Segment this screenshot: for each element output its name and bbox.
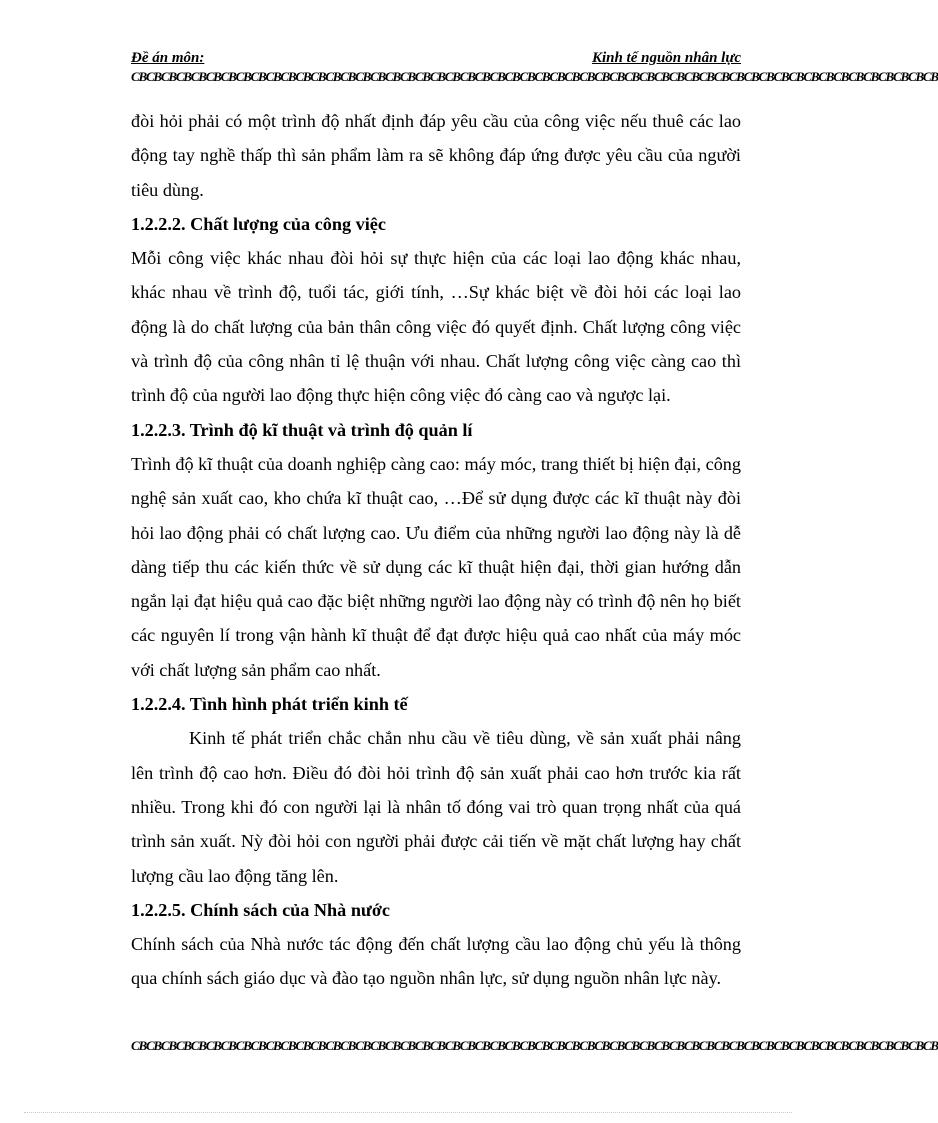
page-bottom-divider — [24, 1112, 792, 1113]
document-body — [131, 104, 741, 996]
footer-ornament-border: CBCBCBCBCBCBCBCBCBCBCBCBCBCBCBCBCBCBCBCBCBCBCBCBCBCBCBCBCBCBCBCBCBCBCBCBCBCBCBCBCBCBCBCBCBCBCBCBCBCBCBCBCBCB — [131, 1038, 938, 1053]
body-paragraph: Kinh tế phát triển chắc chắn nhu cầu về tiêu dùng, về sản xuất phải nâng lên trình độ cao hơn. Điều đó đòi hỏi trình độ sản xuất phải cao hơn trước kia rất nhiều. Trong khi đó con người lại là nhân tố đóng vai trò quan trọng nhất của quá trình sản xuất. Nỳ đòi hỏi con người phải được cải tiến về mặt chất lượng hay chất lượng cầu lao động tăng lên. — [131, 728, 741, 886]
body-paragraph: Chính sách của Nhà nước tác động đến chất lượng cầu lao động chủ yếu là thông qua chính sách giáo dục và đào tạo nguồn nhân lực, sử dụng nguồn nhân lực này. — [131, 934, 741, 989]
section-heading: 1.2.2.4. Tình hình phát triển kinh tế — [131, 694, 408, 715]
body-paragraph: Trình độ kĩ thuật của doanh nghiệp càng cao: máy móc, trang thiết bị hiện đại, công nghệ sản xuất cao, kho chứa kĩ thuật cao, …Để sử dụng được các kĩ thuật này đòi hỏi lao động phải có chất lượng cao. Ưu điểm của những người lao động này là dễ dàng tiếp thu các kiến thức về sử dụng các kĩ thuật hiện đại, thời gian hướng dẫn ngắn lại đạt hiệu quả cao đặc biệt những người lao động này có trình độ nên họ biết các nguyên lí trong vận hành kĩ thuật để đạt được hiệu quả cao nhất của máy móc với chất lượng sản phẩm cao nhất. — [131, 453, 741, 680]
body-paragraph: Mỗi công việc khác nhau đòi hỏi sự thực hiện của các loại lao động khác nhau, khác nhau về trình độ, tuổi tác, giới tính, …Sự khác biệt về đòi hỏi các loại lao động là do chất lượng của bản thân công việc đó quyết định. Chất lượng công việc và trình độ của công nhân tỉ lệ thuận với nhau. Chất lượng công việc càng cao thì trình độ của người lao động thực hiện công việc đó càng cao và ngược lại. — [131, 248, 741, 406]
section-heading: 1.2.2.3. Trình độ kĩ thuật và trình độ quản lí — [131, 419, 473, 440]
body-paragraph: đòi hỏi phải có một trình độ nhất định đáp yêu cầu của công việc nếu thuê các lao động tay nghề thấp thì sản phẩm làm ra sẽ không đáp ứng được yêu cầu của người tiêu dùng. — [131, 111, 741, 200]
section-heading: 1.2.2.5. Chính sách của Nhà nước — [131, 899, 390, 920]
section-heading: 1.2.2.2. Chất lượng của công việc — [131, 213, 386, 234]
header-subject-title: Kinh tế nguồn nhân lực — [591, 50, 741, 66]
page-header — [131, 50, 741, 70]
header-ornament-border: CBCBCBCBCBCBCBCBCBCBCBCBCBCBCBCBCBCBCBCBCBCBCBCBCBCBCBCBCBCBCBCBCBCBCBCBCBCBCBCBCBCBCBCBCBCBCBCBCBCBCBCBCBCB — [131, 69, 938, 84]
header-course-label: Đề án môn: — [131, 50, 205, 66]
